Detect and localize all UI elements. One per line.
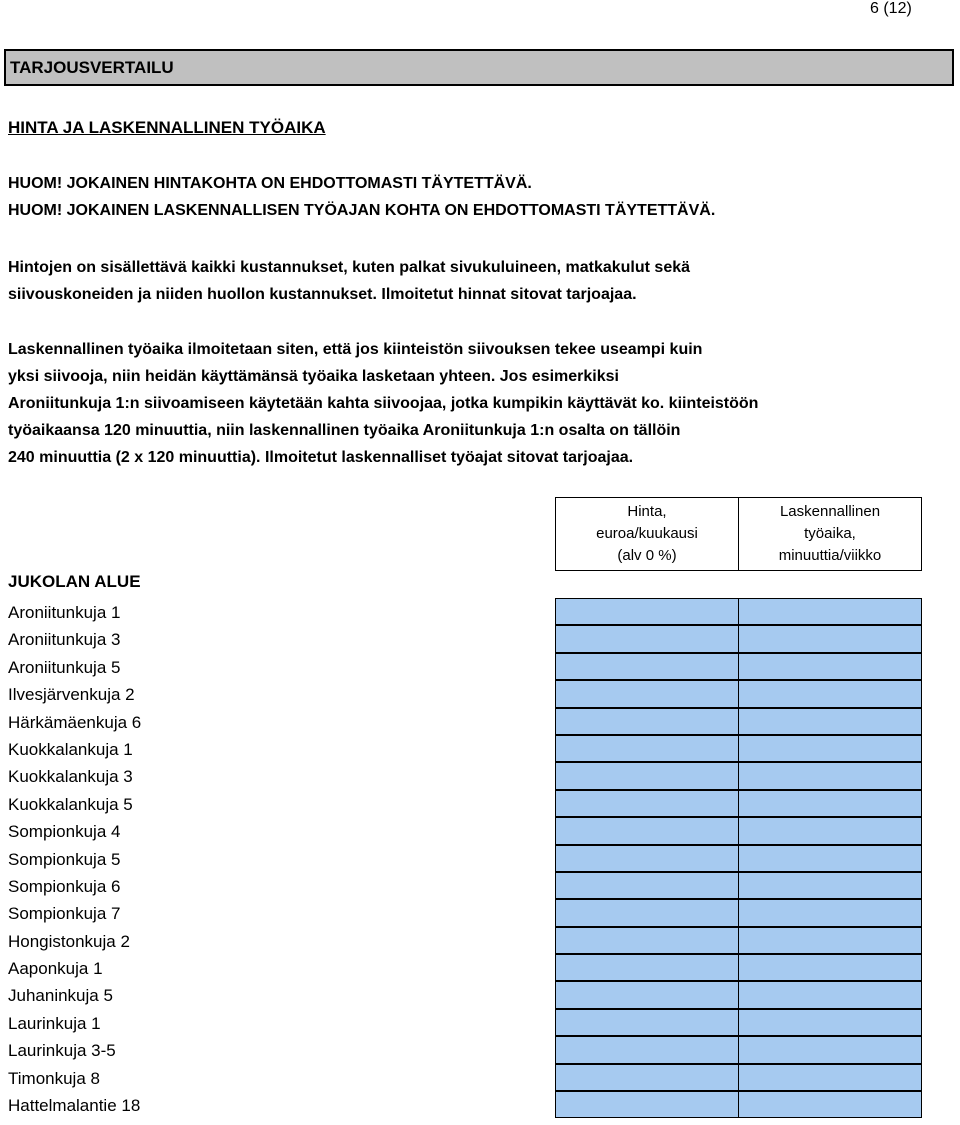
page-title: TARJOUSVERTAILU [4,49,954,86]
address-item: Hongistonkuja 2 [8,931,130,951]
table-row [555,762,921,789]
paragraph-line: Aroniitunkuja 1:n siivoamiseen käytetään kahta siivoojaa, jotka kumpikin käyttävät ko. kiinteistöön [8,395,759,412]
worktime-input-cell[interactable] [738,1009,922,1036]
section-title: HINTA JA LASKENNALLINEN TYÖAIKA [8,118,326,137]
worktime-paragraph [8,336,758,471]
address-item: Sompionkuja 5 [8,849,121,869]
address-item: Laurinkuja 1 [8,1013,101,1033]
price-input-cell[interactable] [555,899,739,926]
price-input-cell[interactable] [555,790,739,817]
table-row [555,708,921,735]
pricing-paragraph [8,254,690,308]
table-row [555,981,921,1008]
table-row [555,954,921,981]
table-row [555,927,921,954]
price-input-cell[interactable] [555,927,739,954]
address-item: Juhaninkuja 5 [8,986,113,1006]
table-row [555,790,921,817]
page-number: 6 (12) [870,0,912,17]
price-input-cell[interactable] [555,708,739,735]
header-line: euroa/kuukausi [596,525,698,542]
price-input-cell[interactable] [555,735,739,762]
table-row [555,598,921,625]
table-row [555,1036,921,1063]
price-input-cell[interactable] [555,1091,739,1118]
address-item: Kuokkalankuja 3 [8,767,133,787]
address-item: Laurinkuja 3-5 [8,1041,116,1061]
paragraph-line: työaikaansa 120 minuuttia, niin laskennallinen työaika Aroniitunkuja 1:n osalta on tällöin [8,422,681,439]
table-row [555,653,921,680]
notice-price: HUOM! JOKAINEN HINTAKOHTA ON EHDOTTOMASTI TÄYTETTÄVÄ. [8,175,532,192]
header-line: (alv 0 %) [617,547,677,564]
address-list [8,599,141,1119]
address-item: Kuokkalankuja 5 [8,794,133,814]
worktime-input-cell[interactable] [738,927,922,954]
area-title: JUKOLAN ALUE [8,572,141,591]
address-item: Sompionkuja 7 [8,904,121,924]
price-input-cell[interactable] [555,845,739,872]
header-line: minuuttia/viikko [778,547,882,564]
price-input-cell[interactable] [555,598,739,625]
table-row [555,872,921,899]
address-item: Sompionkuja 4 [8,822,121,842]
worktime-input-cell[interactable] [738,899,922,926]
table-row [555,845,921,872]
paragraph-line: siivouskoneiden ja niiden huollon kustannukset. Ilmoitetut hinnat sitovat tarjoajaa. [8,286,637,303]
worktime-input-cell[interactable] [738,653,922,680]
table-row [555,680,921,707]
price-input-cell[interactable] [555,680,739,707]
worktime-input-cell[interactable] [738,708,922,735]
price-input-cell[interactable] [555,653,739,680]
worktime-input-cell[interactable] [738,817,922,844]
worktime-input-cell[interactable] [738,981,922,1008]
worktime-input-cell[interactable] [738,680,922,707]
address-item: Aroniitunkuja 5 [8,657,121,677]
address-item: Härkämäenkuja 6 [8,712,142,732]
price-input-cell[interactable] [555,817,739,844]
price-input-cell[interactable] [555,872,739,899]
paragraph-line: 240 minuuttia (2 x 120 minuuttia). Ilmoitetut laskennalliset työajat sitovat tarjoajaa. [8,449,634,466]
table-row [555,1091,921,1118]
input-grid [555,598,921,1118]
address-item: Sompionkuja 6 [8,876,121,896]
header-line: Laskennallinen [779,503,881,520]
header-line: työaika, [804,525,856,542]
paragraph-line: Hintojen on sisällettävä kaikki kustannukset, kuten palkat sivukuluineen, matkakulut sekä [8,259,691,276]
paragraph-line: Laskennallinen työaika ilmoitetaan siten, että jos kiinteistön siivouksen tekee useampi kuin [8,341,703,358]
address-item: Aroniitunkuja 3 [8,630,121,650]
address-item: Aroniitunkuja 1 [8,603,121,622]
worktime-input-cell[interactable] [738,1036,922,1063]
paragraph-line: yksi siivooja, niin heidän käyttämänsä työaika lasketaan yhteen. Jos esimerkiksi [8,368,619,385]
worktime-input-cell[interactable] [738,1091,922,1118]
table-row [555,1064,921,1091]
worktime-input-cell[interactable] [738,954,922,981]
address-item: Ilvesjärvenkuja 2 [8,685,135,705]
table-row [555,817,921,844]
price-input-cell[interactable] [555,981,739,1008]
address-item: Hattelmalantie 18 [8,1096,141,1116]
header-line: Hinta, [627,503,667,520]
price-input-cell[interactable] [555,1064,739,1091]
price-input-cell[interactable] [555,1009,739,1036]
table-row [555,735,921,762]
address-item: Kuokkalankuja 1 [8,739,133,759]
worktime-input-cell[interactable] [738,625,922,652]
price-column-header [555,497,739,571]
price-input-cell[interactable] [555,1036,739,1063]
price-input-cell[interactable] [555,954,739,981]
worktime-column-header [738,497,922,571]
address-item: Aaponkuja 1 [8,959,103,979]
worktime-input-cell[interactable] [738,1064,922,1091]
notice-worktime: HUOM! JOKAINEN LASKENNALLISEN TYÖAJAN KOHTA ON EHDOTTOMASTI TÄYTETTÄVÄ. [8,202,716,219]
price-input-cell[interactable] [555,625,739,652]
worktime-input-cell[interactable] [738,845,922,872]
address-item: Timonkuja 8 [8,1068,100,1088]
worktime-input-cell[interactable] [738,790,922,817]
worktime-input-cell[interactable] [738,762,922,789]
table-row [555,625,921,652]
worktime-input-cell[interactable] [738,598,922,625]
table-row [555,1009,921,1036]
price-input-cell[interactable] [555,762,739,789]
worktime-input-cell[interactable] [738,735,922,762]
table-row [555,899,921,926]
worktime-input-cell[interactable] [738,872,922,899]
